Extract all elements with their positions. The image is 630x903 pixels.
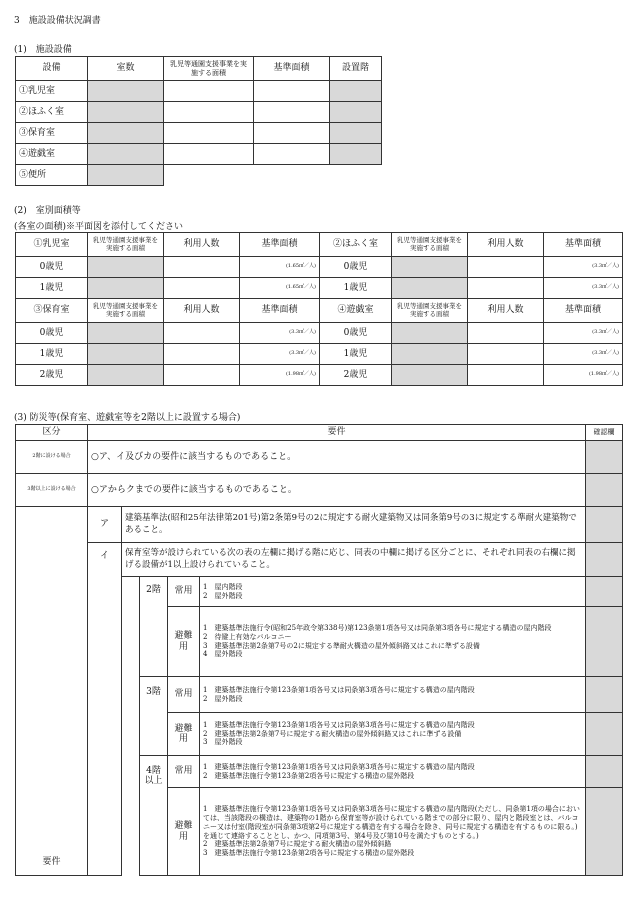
facility-table <box>15 56 382 186</box>
standard-cell[interactable] <box>254 102 330 123</box>
header-equipment: 設備 <box>16 57 88 81</box>
standard-rate: (3.3㎡／人) <box>544 257 623 278</box>
age-label: 1歳児 <box>16 278 88 299</box>
standard-cell[interactable] <box>254 144 330 165</box>
equipment-list: 1 建築基準法施行令第123条第1項各号又は同条第3項各号に規定する構造の屋内階段 2 建築基準法施行令第123条第2項各号に規定する構造の屋外階段 <box>200 756 586 788</box>
header-check: 確認欄 <box>586 425 623 441</box>
header-standard-area: 基準面積 <box>254 57 330 81</box>
floor-3-label: 3階 <box>140 677 168 756</box>
users-cell[interactable] <box>468 278 544 299</box>
section-2-note: (各室の面積)※平面図を添付してください <box>14 222 184 232</box>
age-label: 2歳児 <box>16 365 88 386</box>
table-row <box>16 165 382 186</box>
equipment-list: 1 建築基準法施行令第123条第1項各号又は同条第3項各号に規定する構造の屋内階段 2 建築基準法第2条第7号に規定する耐火構造の屋外傾斜路又はこれに準ずる設備 3 屋外階段 <box>200 713 586 756</box>
users-cell[interactable] <box>164 344 240 365</box>
table-row <box>16 441 623 474</box>
check-cell[interactable] <box>586 756 623 788</box>
check-cell[interactable] <box>586 713 623 756</box>
equipment-list: 1 建築基準法施行令(昭和25年政令第338号)第123条第1項各号又は同条第3項各号に規定する構造の屋内階段 2 待避上有効なバルコニー 3 建築基準法第2条第7号の2に規定する準耐火構造の屋外傾斜路又はこれに準ずる設備 4 屋外階段 <box>200 607 586 677</box>
standard-cell[interactable] <box>254 123 330 144</box>
item-i-text: 保育室等が設けられている次の表の左欄に掲げる階に応じ、同表の中欄に掲げる区分ごとに、それぞれ同表の右欄に掲げる設備が1以上設けられていること。 <box>122 543 586 577</box>
room-label: ③保育室 <box>16 299 88 323</box>
header-standard-area: 基準面積 <box>544 233 623 257</box>
check-cell[interactable] <box>586 788 623 876</box>
check-cell[interactable] <box>586 441 623 474</box>
header-support-area: 乳児等通園支援事業を実施する面積 <box>392 233 468 257</box>
check-cell[interactable] <box>586 507 623 543</box>
room-count-cell[interactable] <box>88 165 164 186</box>
standard-rate: (3.3㎡／人) <box>240 344 320 365</box>
floor3-case-label: 3階以上に設ける場合 <box>16 474 88 507</box>
table-row <box>16 365 623 386</box>
table-row <box>16 474 623 507</box>
area-cell[interactable] <box>392 365 468 386</box>
room-area-table <box>15 232 623 386</box>
check-cell[interactable] <box>586 474 623 507</box>
header-support-area: 乳児等通園支援事業を実施する面積 <box>164 57 254 81</box>
users-cell[interactable] <box>164 257 240 278</box>
table-row <box>16 344 623 365</box>
area-cell[interactable] <box>392 278 468 299</box>
usage-normal: 常用 <box>168 756 200 788</box>
age-label: 1歳児 <box>16 344 88 365</box>
floor3-case-text: ○アからクまでの要件に該当するものであること。 <box>88 474 586 507</box>
table-row <box>16 543 623 577</box>
table-row <box>16 102 382 123</box>
usage-normal: 常用 <box>168 677 200 713</box>
area-cell[interactable] <box>392 344 468 365</box>
area-cell[interactable] <box>88 323 164 344</box>
table-row <box>16 257 623 278</box>
room-label: ①乳児室 <box>16 233 88 257</box>
check-cell[interactable] <box>586 607 623 677</box>
header-support-area: 乳児等通園支援事業を実施する面積 <box>88 233 164 257</box>
area-cell[interactable] <box>88 278 164 299</box>
section-2-title: (2) 室別面積等 <box>14 206 81 216</box>
table-row <box>16 323 623 344</box>
usage-escape: 避難用 <box>168 713 200 756</box>
equipment-list: 1 屋内階段 2 屋外階段 <box>200 577 586 607</box>
standard-rate: (1.98㎡／人) <box>240 365 320 386</box>
area-cell[interactable] <box>392 323 468 344</box>
header-support-area: 乳児等通園支援事業を実施する面積 <box>88 299 164 323</box>
users-cell[interactable] <box>164 278 240 299</box>
table-row <box>16 123 382 144</box>
room-label: ④遊戯室 <box>320 299 392 323</box>
check-cell[interactable] <box>586 677 623 713</box>
table-row <box>16 507 623 543</box>
users-cell[interactable] <box>164 323 240 344</box>
room-label: ②ほふく室 <box>320 233 392 257</box>
floor2-case-label: 2階に設ける場合 <box>16 441 88 474</box>
area-cell[interactable] <box>164 123 254 144</box>
age-label: 0歳児 <box>16 323 88 344</box>
room-count-cell[interactable] <box>88 81 164 102</box>
header-users: 利用人数 <box>164 299 240 323</box>
header-floor: 設置階 <box>330 57 382 81</box>
standard-rate: (1.98㎡／人) <box>544 365 623 386</box>
header-users: 利用人数 <box>164 233 240 257</box>
item-i-mark: イ <box>88 543 122 876</box>
header-support-area: 乳児等通園支援事業を実施する面積 <box>392 299 468 323</box>
standard-rate: (1.65㎡／人) <box>240 257 320 278</box>
standard-rate: (3.3㎡／人) <box>544 278 623 299</box>
usage-normal: 常用 <box>168 577 200 607</box>
room-count-cell[interactable] <box>88 123 164 144</box>
standard-rate: (3.3㎡／人) <box>240 323 320 344</box>
item-a-mark: ア <box>88 507 122 543</box>
area-cell[interactable] <box>88 344 164 365</box>
usage-escape: 避難用 <box>168 788 200 876</box>
age-label: 2歳児 <box>320 365 392 386</box>
header-standard-area: 基準面積 <box>544 299 623 323</box>
equipment-list: 1 建築基準法施行令第123条第1項各号又は同条第3項各号に規定する構造の屋内階段(ただし、同条第1項の場合においては、当該階段の構造は、建築物の1階から保育室等が設けられている階までの部分に限り、屋内と階段室とは、バルコニー又は付室(階段室が同条第3項第2号に規定する構造を有する場合を除き、同号に規定する構造を有するものに限る。)を通じて連絡することとし、かつ、同項第3号、第4号及び第10号を満たすものとする。) 2 建築基準法第2条第7号に規定する耐火構造の屋外傾斜路 3 建築基準法施行令第123条第2項各号に規定する構造の屋外階段 <box>200 788 586 876</box>
area-cell[interactable] <box>392 257 468 278</box>
disaster-prevention-table <box>15 424 623 876</box>
section-3-title: 3 施設設備状況調書 <box>14 16 101 26</box>
room-count-cell[interactable] <box>88 102 164 123</box>
table-row <box>16 144 382 165</box>
room-count-cell[interactable] <box>88 144 164 165</box>
check-cell[interactable] <box>586 577 623 607</box>
area-cell[interactable] <box>164 102 254 123</box>
area-cell[interactable] <box>88 365 164 386</box>
floor-4-label: 4階以上 <box>140 756 168 876</box>
standard-rate: (3.3㎡／人) <box>544 323 623 344</box>
standard-cell[interactable] <box>254 81 330 102</box>
standard-rate: (3.3㎡／人) <box>544 344 623 365</box>
check-cell[interactable] <box>586 543 623 577</box>
age-label: 0歳児 <box>320 323 392 344</box>
header-category: 区分 <box>16 425 88 441</box>
row-label: ①乳児室 <box>16 81 88 102</box>
users-cell[interactable] <box>164 365 240 386</box>
floor2-case-text: ○ア、イ及びカの要件に該当するものであること。 <box>88 441 586 474</box>
floor-cell[interactable] <box>330 102 382 123</box>
users-cell[interactable] <box>468 323 544 344</box>
header-standard-area: 基準面積 <box>240 233 320 257</box>
users-cell[interactable] <box>468 257 544 278</box>
users-cell[interactable] <box>468 365 544 386</box>
floor-cell[interactable] <box>330 144 382 165</box>
users-cell[interactable] <box>468 344 544 365</box>
equipment-list: 1 建築基準法施行令第123条第1項各号又は同条第3項各号に規定する構造の屋内階段 2 屋外階段 <box>200 677 586 713</box>
floor-cell[interactable] <box>330 123 382 144</box>
standard-rate: (1.65㎡／人) <box>240 278 320 299</box>
area-cell[interactable] <box>164 144 254 165</box>
header-requirements: 要件 <box>88 425 586 441</box>
area-cell[interactable] <box>164 81 254 102</box>
header-users: 利用人数 <box>468 299 544 323</box>
header-room-count: 室数 <box>88 57 164 81</box>
age-label: 1歳児 <box>320 278 392 299</box>
row-label: ④遊戯室 <box>16 144 88 165</box>
row-label: ⑤便所 <box>16 165 88 186</box>
area-cell[interactable] <box>88 257 164 278</box>
table-row <box>16 278 623 299</box>
age-label: 0歳児 <box>16 257 88 278</box>
age-label: 1歳児 <box>320 344 392 365</box>
usage-escape: 避難用 <box>168 607 200 677</box>
floor-2-label: 2階 <box>140 577 168 677</box>
floor-cell[interactable] <box>330 81 382 102</box>
row-label: ②ほふく室 <box>16 102 88 123</box>
section-3-subtitle: (3) 防災等(保育室、遊戯室等を2階以上に設置する場合) <box>14 413 241 423</box>
table-row <box>16 81 382 102</box>
header-standard-area: 基準面積 <box>240 299 320 323</box>
section-1-title: (1) 施設設備 <box>14 45 72 55</box>
row-label: ③保育室 <box>16 123 88 144</box>
header-users: 利用人数 <box>468 233 544 257</box>
age-label: 0歳児 <box>320 257 392 278</box>
item-a-text: 建築基準法(昭和25年法律第201号)第2条第9号の2に規定する耐火建築物又は同条第9号の3に規定する準耐火建築物であること。 <box>122 507 586 543</box>
requirements-label: 要件 <box>16 507 88 876</box>
